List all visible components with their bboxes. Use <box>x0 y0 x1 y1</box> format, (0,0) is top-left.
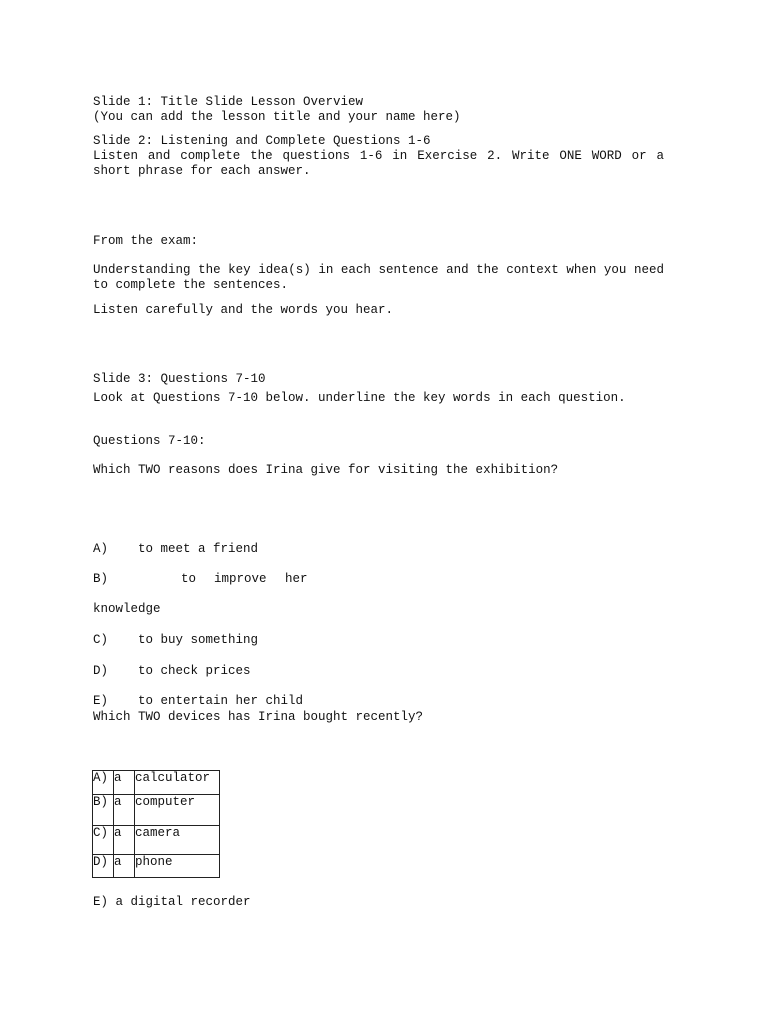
table-cell-item: phone <box>135 855 220 878</box>
table-cell-article: a <box>114 771 135 795</box>
slide1-heading: Slide 1: Title Slide Lesson Overview <box>93 95 364 109</box>
table-cell-item: calculator <box>135 771 220 795</box>
question-1-prompt: Which TWO reasons does Irina give for visiting the exhibition? <box>93 463 559 477</box>
table-cell-item: computer <box>135 795 220 826</box>
option-a-text: to meet a friend <box>138 542 259 556</box>
option-d-letter: D) <box>93 664 109 678</box>
key-ideas-text: Understanding the key idea(s) in each sentence and the context when you need to complete the sentences. <box>93 263 664 292</box>
option-b-continuation: knowledge <box>93 602 161 616</box>
from-exam-label: From the exam: <box>93 234 199 248</box>
table-cell-item: camera <box>135 826 220 855</box>
table-cell-letter: C) <box>93 826 114 855</box>
table-row <box>93 855 220 878</box>
question-2-prompt: Which TWO devices has Irina bought recently? <box>93 710 424 724</box>
option-d-text: to check prices <box>138 664 251 678</box>
slide2-heading: Slide 2: Listening and Complete Questions 1-6 <box>93 134 431 148</box>
slide1-note: (You can add the lesson title and your name here) <box>93 110 461 124</box>
table-row <box>93 795 220 826</box>
option-b-word: to <box>181 572 197 586</box>
option-c-text: to buy something <box>138 633 259 647</box>
option-c-letter: C) <box>93 633 109 647</box>
slide3-instruction: Look at Questions 7-10 below. underline the key words in each question. <box>93 391 626 405</box>
option-e-digital-recorder: E) a digital recorder <box>93 895 251 909</box>
table-row <box>93 771 220 795</box>
table-cell-article: a <box>114 826 135 855</box>
option-e-text: to entertain her child <box>138 694 304 708</box>
option-b-letter: B) <box>93 572 109 586</box>
table-cell-letter: B) <box>93 795 114 826</box>
table-cell-letter: A) <box>93 771 114 795</box>
option-b-word: her <box>285 572 308 586</box>
option-b-word: improve <box>214 572 267 586</box>
table-cell-article: a <box>114 855 135 878</box>
devices-table <box>92 770 220 878</box>
table-cell-letter: D) <box>93 855 114 878</box>
questions-heading: Questions 7-10: <box>93 434 206 448</box>
slide3-heading: Slide 3: Questions 7-10 <box>93 372 266 386</box>
slide2-instruction: Listen and complete the questions 1-6 in Exercise 2. Write ONE WORD or a short phrase for each answer. <box>93 149 664 178</box>
table-row <box>93 826 220 855</box>
listen-tip-text: Listen carefully and the words you hear. <box>93 303 394 317</box>
option-e-letter: E) <box>93 694 109 708</box>
table-cell-article: a <box>114 795 135 826</box>
option-a-letter: A) <box>93 542 109 556</box>
